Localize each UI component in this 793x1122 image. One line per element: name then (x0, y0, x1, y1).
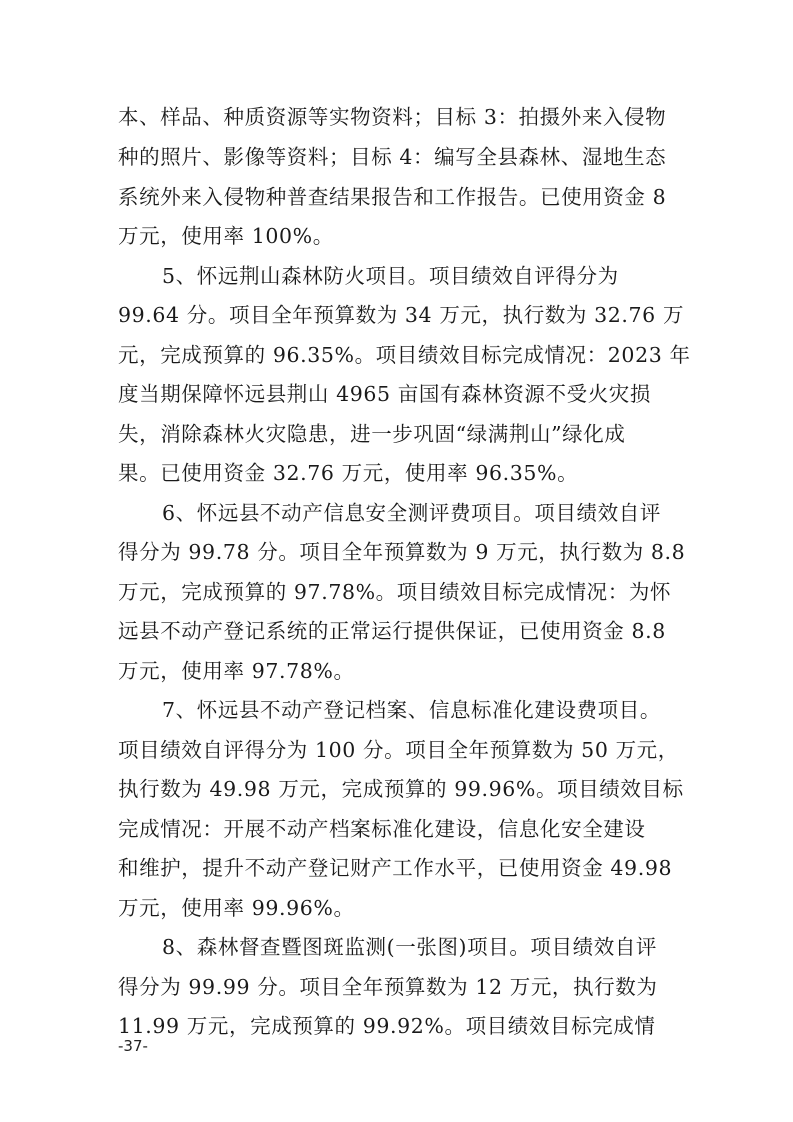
text-line: 万元，使用率 99.96%。 (118, 896, 355, 920)
paragraph-start-line: 7、怀远县不动产登记档案、信息标准化建设费项目。 (162, 698, 661, 722)
page-number: -37- (118, 1037, 148, 1055)
paragraph-start-line: 6、怀远县不动产信息安全测评费项目。项目绩效自评 (162, 501, 661, 525)
text-line: 得分为 99.99 分。项目全年预算数为 12 万元，执行数为 (118, 975, 658, 999)
text-line: 完成情况：开展不动产档案标准化建设，信息化安全建设 (118, 817, 646, 841)
text-line: 系统外来入侵物种普查结果报告和工作报告。已使用资金 8 (118, 185, 667, 209)
text-line: 99.64 分。项目全年预算数为 34 万元，执行数为 32.76 万 (118, 303, 685, 327)
paragraph-start-line: 8、森林督查暨图斑监测(一张图)项目。项目绩效自评 (162, 935, 658, 959)
text-line: 万元，使用率 100%。 (118, 224, 334, 248)
text-line: 万元，使用率 97.78%。 (118, 659, 355, 683)
text-line: 果。已使用资金 32.76 万元，使用率 96.35%。 (118, 461, 579, 485)
text-line: 11.99 万元，完成预算的 99.92%。项目绩效目标完成情 (118, 1014, 656, 1038)
text-line: 度当期保障怀远县荆山 4965 亩国有森林资源不受火灾损 (118, 382, 652, 406)
text-line: 失，消除森林火灾隐患，进一步巩固“绿满荆山”绿化成 (118, 422, 626, 446)
text-line: 万元，完成预算的 97.78%。项目绩效目标完成情况：为怀 (118, 580, 672, 604)
text-line: 远县不动产登记系统的正常运行提供保证，已使用资金 8.8 (118, 619, 666, 643)
text-line: 本、样品、种质资源等实物资料；目标 3：拍摄外来入侵物 (118, 105, 667, 129)
text-line: 种的照片、影像等资料；目标 4：编写全县森林、湿地生态 (118, 145, 667, 169)
text-line: 和维护，提升不动产登记财产工作水平，已使用资金 49.98 (118, 856, 673, 880)
text-line: 执行数为 49.98 万元，完成预算的 99.96%。项目绩效目标 (118, 777, 684, 801)
text-line: 项目绩效自评得分为 100 分。项目全年预算数为 50 万元， (118, 738, 679, 762)
text-line: 得分为 99.78 分。项目全年预算数为 9 万元，执行数为 8.8 (118, 540, 686, 564)
paragraph-start-line: 5、怀远荆山森林防火项目。项目绩效自评得分为 (162, 264, 619, 288)
text-line: 元，完成预算的 96.35%。项目绩效目标完成情况：2023 年 (118, 343, 691, 367)
